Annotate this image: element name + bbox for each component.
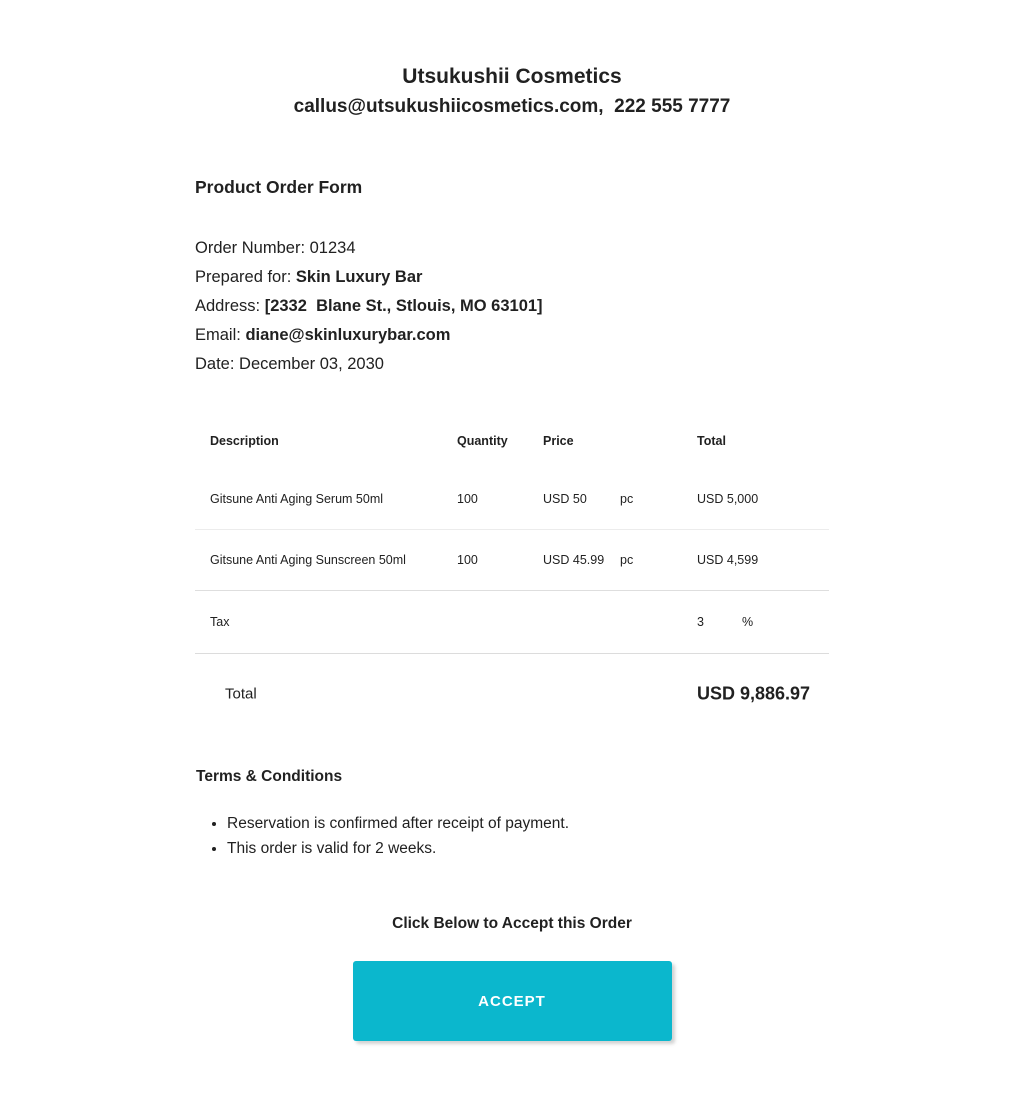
column-header-price: Price bbox=[543, 434, 574, 449]
address-value: [2332 Blane St., Stlouis, MO 63101] bbox=[264, 296, 543, 315]
prepared-for-value: Skin Luxury Bar bbox=[295, 267, 423, 286]
order-number-line bbox=[195, 234, 829, 263]
table-row bbox=[195, 530, 829, 591]
order-number-label: Order Number: bbox=[195, 238, 310, 257]
terms-item: • This order is valid for 2 weeks. bbox=[227, 836, 829, 861]
table-row-tax bbox=[195, 591, 829, 654]
email-value: diane@skinluxurybar.com bbox=[245, 325, 451, 344]
page-content bbox=[195, 0, 829, 1041]
document-header bbox=[195, 64, 829, 119]
accept-prompt: Click Below to Accept this Order bbox=[392, 914, 632, 932]
address-label: Address: bbox=[195, 296, 265, 315]
cell-price: USD 45.99 bbox=[543, 552, 605, 567]
order-number-value: 01234 bbox=[309, 238, 356, 257]
email-label: Email: bbox=[195, 325, 246, 344]
cell-total-value: USD 4,599 bbox=[697, 552, 759, 567]
cell-price: USD 50 bbox=[543, 491, 587, 506]
email-line bbox=[195, 321, 829, 350]
table-total-row bbox=[195, 654, 829, 734]
cell-quantity: 100 bbox=[457, 552, 478, 567]
date-label: Date: bbox=[195, 354, 240, 373]
order-info-block bbox=[195, 234, 829, 379]
cell-description: Gitsune Anti Aging Serum 50ml bbox=[210, 491, 384, 506]
prepared-for-line bbox=[195, 263, 829, 292]
cell-tax-value: 3 bbox=[697, 614, 704, 629]
grand-total-label: Total bbox=[225, 685, 257, 703]
table-row bbox=[195, 469, 829, 530]
date-value: December 03, 2030 bbox=[239, 354, 384, 373]
cell-description: Gitsune Anti Aging Sunscreen 50ml bbox=[210, 552, 406, 567]
table-header-row bbox=[195, 414, 829, 469]
company-contact: callus@utsukushiicosmetics.com, 222 555 7777 bbox=[293, 96, 731, 118]
cell-total-value: USD 5,000 bbox=[697, 491, 759, 506]
order-table bbox=[195, 414, 829, 734]
column-header-quantity: Quantity bbox=[457, 434, 508, 449]
cell-quantity: 100 bbox=[457, 491, 478, 506]
cell-unit: pc bbox=[620, 491, 634, 506]
column-header-total: Total bbox=[697, 434, 726, 449]
company-name: Utsukushii Cosmetics bbox=[402, 65, 622, 88]
form-title: Product Order Form bbox=[195, 176, 363, 197]
address-line bbox=[195, 292, 829, 321]
terms-list bbox=[195, 811, 829, 861]
grand-total-value: USD 9,886.97 bbox=[697, 683, 811, 704]
column-header-description: Description bbox=[210, 434, 279, 449]
date-line bbox=[195, 350, 829, 379]
cell-description: Tax bbox=[210, 614, 230, 629]
prepared-for-label: Prepared for: bbox=[195, 267, 296, 286]
cell-tax-unit: % bbox=[742, 614, 754, 629]
cell-unit: pc bbox=[620, 552, 634, 567]
cell-total bbox=[697, 492, 829, 506]
accept-button[interactable]: ACCEPT bbox=[353, 961, 672, 1041]
terms-item: • Reservation is confirmed after receipt of payment. bbox=[227, 811, 829, 836]
cell-total bbox=[697, 615, 829, 629]
terms-title: Terms & Conditions bbox=[196, 767, 343, 785]
cell-total bbox=[697, 553, 829, 567]
